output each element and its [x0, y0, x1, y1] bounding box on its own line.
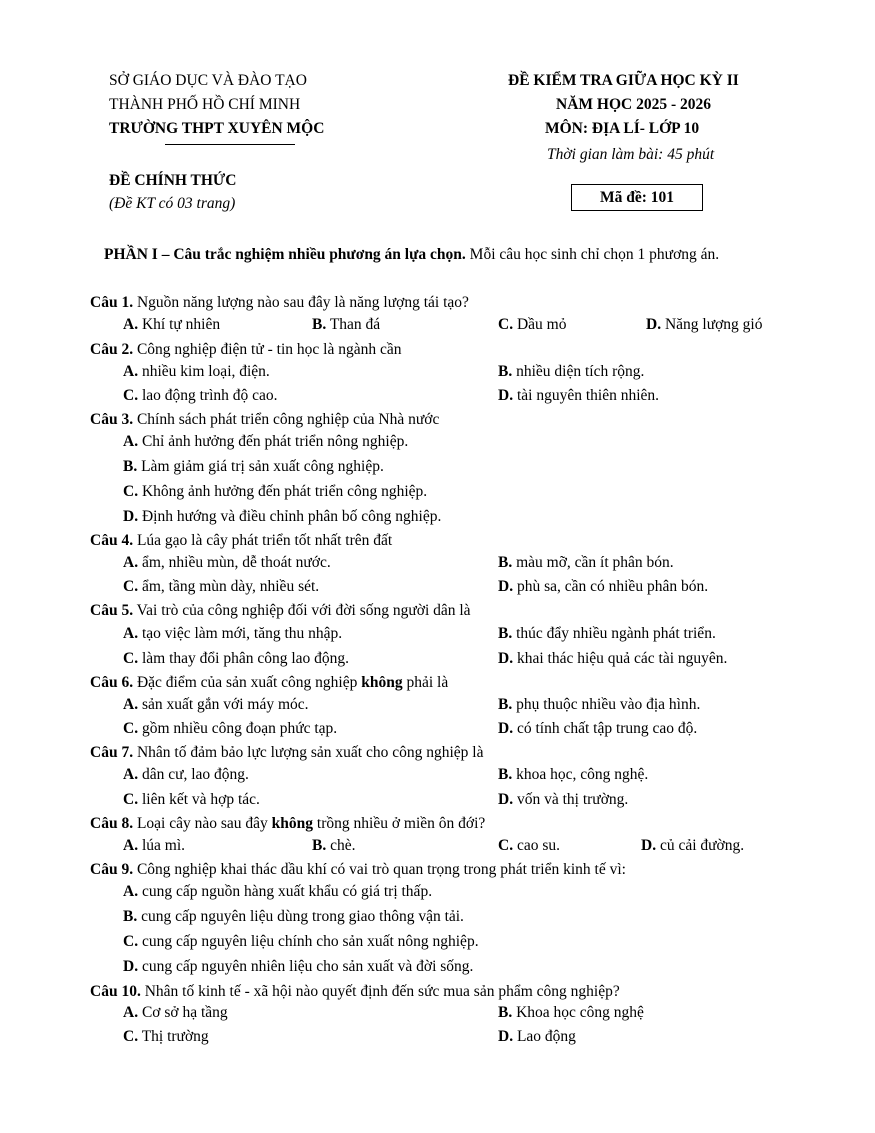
question-label: Câu 2.: [90, 341, 134, 358]
department-line-2: THÀNH PHỐ HỒ CHÍ MINH: [109, 96, 301, 113]
option-letter: B.: [498, 554, 513, 571]
option-d: [123, 507, 441, 527]
option-text: Định hướng và điều chỉnh phân bố công nghiệp.: [141, 508, 442, 525]
option-letter: B.: [123, 908, 138, 925]
option-c: [498, 836, 560, 856]
question-10: [90, 982, 620, 1002]
option-letter: D.: [498, 1028, 514, 1045]
option-c: [123, 482, 427, 502]
option-b: [123, 457, 384, 477]
question-text: Nhân tố đảm bảo lực lượng sản xuất cho công nghiệp là: [133, 744, 484, 761]
option-letter: C.: [123, 578, 139, 595]
question-text: Công nghiệp điện tử - tin học là ngành cần: [133, 341, 402, 358]
option-d: [498, 577, 708, 597]
option-letter: B.: [498, 766, 513, 783]
question-7: [90, 743, 484, 763]
school-year: NĂM HỌC 2025 - 2026: [556, 96, 711, 113]
option-letter: A.: [123, 316, 139, 333]
question-text-end: phải là: [402, 674, 449, 691]
option-letter: A.: [123, 363, 139, 380]
option-text: Làm giảm giá trị sản xuất công nghiệp.: [141, 458, 384, 475]
option-text: vốn và thị trường.: [516, 791, 629, 808]
option-letter: C.: [123, 791, 139, 808]
option-text: gồm nhiều công đoạn phức tạp.: [141, 720, 338, 737]
option-d: [646, 315, 763, 335]
option-c: [123, 719, 337, 739]
option-b: [498, 362, 644, 382]
question-label: Câu 7.: [90, 744, 134, 761]
option-text: tạo việc làm mới, tăng thu nhập.: [141, 625, 343, 642]
option-text: Than đá: [329, 316, 381, 333]
option-letter: B.: [498, 696, 513, 713]
pages-note: (Đề KT có 03 trang): [109, 195, 236, 212]
option-a: [123, 362, 270, 382]
option-letter: C.: [498, 316, 514, 333]
option-a: [123, 553, 331, 573]
option-a: [123, 624, 342, 644]
subject-title: MÔN: ĐỊA LÍ- LỚP 10: [545, 120, 700, 137]
time-limit: Thời gian làm bài: 45 phút: [547, 146, 715, 163]
question-emphasis: không: [361, 674, 403, 691]
option-letter: A.: [123, 696, 139, 713]
option-letter: D.: [498, 387, 514, 404]
question-4: [90, 531, 392, 551]
option-a: [123, 432, 408, 452]
option-letter: C.: [123, 650, 139, 667]
option-b: [498, 624, 716, 644]
option-text: cung cấp nguyên liệu dùng trong giao thông vận tải.: [141, 908, 464, 925]
option-letter: A.: [123, 554, 139, 571]
option-d: [498, 719, 697, 739]
option-d: [498, 386, 659, 406]
question-text: Công nghiệp khai thác dầu khí có vai trò quan trọng trong phát triển kinh tế vì:: [133, 861, 626, 878]
option-text: Không ảnh hưởng đến phát triển công nghiệp.: [141, 483, 428, 500]
question-label: Câu 8.: [90, 815, 134, 832]
option-letter: D.: [123, 508, 139, 525]
question-label: Câu 9.: [90, 861, 134, 878]
option-text: liên kết và hợp tác.: [141, 791, 260, 808]
option-a: [123, 765, 249, 785]
option-letter: C.: [123, 1028, 139, 1045]
option-letter: B.: [498, 1004, 513, 1021]
question-emphasis: không: [271, 815, 314, 832]
option-letter: A.: [123, 766, 139, 783]
option-c: [123, 790, 260, 810]
option-text: Cơ sở hạ tầng: [141, 1004, 228, 1021]
option-letter: A.: [123, 883, 139, 900]
option-letter: A.: [123, 837, 139, 854]
question-text: Loại cây nào sau đây: [133, 815, 272, 832]
option-text: cung cấp nguyên liệu chính cho sản xuất nông nghiệp.: [141, 933, 479, 950]
option-text: củ cải đường.: [659, 837, 745, 854]
option-letter: D.: [498, 720, 514, 737]
option-c: [123, 577, 319, 597]
school-name: TRƯỜNG THPT XUYÊN MỘC: [109, 120, 325, 137]
question-9: [90, 860, 626, 880]
option-letter: B.: [312, 316, 327, 333]
option-a: [123, 882, 432, 902]
question-text: Nhân tố kinh tế - xã hội nào quyết định đến sức mua sản phẩm công nghiệp?: [140, 983, 620, 1000]
option-text: ẩm, tầng mùn dày, nhiều sét.: [141, 578, 320, 595]
option-c: [123, 386, 278, 406]
question-6: [90, 673, 448, 693]
question-2: [90, 340, 401, 360]
exam-title: ĐỀ KIỂM TRA GIỮA HỌC KỲ II: [508, 72, 739, 89]
question-1: [90, 293, 469, 313]
option-text: Chỉ ảnh hưởng đến phát triển nông nghiệp.: [141, 433, 409, 450]
option-text: Lao động: [516, 1028, 576, 1045]
option-text: dân cư, lao động.: [141, 766, 249, 783]
header-underline: [165, 144, 295, 145]
question-text: Đặc điểm của sản xuất công nghiệp: [133, 674, 362, 691]
question-label: Câu 1.: [90, 294, 134, 311]
question-label: Câu 3.: [90, 411, 134, 428]
question-3: [90, 410, 439, 430]
option-letter: C.: [123, 387, 139, 404]
option-b: [498, 553, 674, 573]
option-d: [123, 957, 473, 977]
option-b: [498, 695, 700, 715]
option-d: [498, 649, 727, 669]
option-text: có tính chất tập trung cao độ.: [516, 720, 698, 737]
option-letter: B.: [123, 458, 138, 475]
option-c: [123, 932, 479, 952]
option-a: [123, 1003, 228, 1023]
option-letter: A.: [123, 625, 139, 642]
option-c: [123, 649, 349, 669]
question-label: Câu 6.: [90, 674, 134, 691]
option-letter: C.: [498, 837, 514, 854]
option-letter: D.: [123, 958, 139, 975]
question-text: Vai trò của công nghiệp đối với đời sống người dân là: [133, 602, 471, 619]
question-text: Chính sách phát triển công nghiệp của Nhà nước: [133, 411, 440, 428]
option-d: [498, 1027, 576, 1047]
option-text: Thị trường: [141, 1028, 209, 1045]
option-text: làm thay đổi phân công lao động.: [141, 650, 350, 667]
option-text: màu mỡ, cần ít phân bón.: [516, 554, 674, 571]
question-label: Câu 5.: [90, 602, 134, 619]
part-1-heading: [104, 242, 814, 268]
option-a: [123, 315, 220, 335]
option-text: phù sa, cần có nhiều phân bón.: [516, 578, 709, 595]
option-letter: A.: [123, 1004, 139, 1021]
option-text: chè.: [330, 837, 356, 854]
option-letter: D.: [498, 650, 514, 667]
option-text: Dầu mỏ: [516, 316, 567, 333]
option-letter: C.: [123, 483, 139, 500]
option-letter: D.: [641, 837, 657, 854]
option-b: [312, 836, 355, 856]
question-label: Câu 4.: [90, 532, 134, 549]
option-text: Khí tự nhiên: [141, 316, 221, 333]
department-line-1: SỞ GIÁO DỤC VÀ ĐÀO TẠO: [109, 72, 307, 89]
option-letter: D.: [498, 791, 514, 808]
question-text: Lúa gạo là cây phát triển tốt nhất trên đất: [133, 532, 393, 549]
option-b: [312, 315, 380, 335]
option-text: nhiều kim loại, điện.: [141, 363, 270, 380]
option-text: nhiều diện tích rộng.: [516, 363, 645, 380]
option-text: Khoa học công nghệ: [516, 1004, 644, 1021]
option-text: ẩm, nhiều mùn, dễ thoát nước.: [141, 554, 331, 571]
question-8: [90, 814, 485, 834]
option-letter: B.: [498, 625, 513, 642]
option-d: [498, 790, 628, 810]
option-letter: B.: [498, 363, 513, 380]
option-c: [498, 315, 566, 335]
option-d: [641, 836, 744, 856]
option-text: sản xuất gắn với máy móc.: [141, 696, 309, 713]
option-a: [123, 695, 309, 715]
question-text: Nguồn năng lượng nào sau đây là năng lượng tái tạo?: [133, 294, 469, 311]
option-b: [498, 765, 648, 785]
option-text: lúa mì.: [141, 837, 186, 854]
option-text: phụ thuộc nhiều vào địa hình.: [516, 696, 701, 713]
question-5: [90, 601, 471, 621]
option-b: [123, 907, 464, 927]
option-letter: C.: [123, 720, 139, 737]
question-label: Câu 10.: [90, 983, 141, 1000]
option-text: khoa học, công nghệ.: [516, 766, 649, 783]
option-text: cao su.: [516, 837, 560, 854]
option-letter: A.: [123, 433, 139, 450]
option-c: [123, 1027, 209, 1047]
exam-code-box: Mã đề: 101: [571, 184, 703, 211]
option-b: [498, 1003, 644, 1023]
part-1-title: PHẦN I – Câu trắc nghiệm nhiều phương án lựa chọn.: [104, 246, 466, 263]
option-letter: D.: [498, 578, 514, 595]
option-text: cung cấp nguồn hàng xuất khẩu có giá trị thấp.: [141, 883, 433, 900]
option-text: Năng lượng gió: [664, 316, 763, 333]
official-label: ĐỀ CHÍNH THỨC: [109, 172, 237, 189]
option-text: lao động trình độ cao.: [141, 387, 278, 404]
option-text: tài nguyên thiên nhiên.: [516, 387, 660, 404]
option-text: cung cấp nguyên nhiên liệu cho sản xuất và đời sống.: [141, 958, 474, 975]
question-text-end: trồng nhiều ở miền ôn đới?: [313, 815, 486, 832]
option-a: [123, 836, 185, 856]
option-letter: B.: [312, 837, 327, 854]
part-1-instruction: Mỗi câu học sinh chỉ chọn 1 phương án.: [465, 246, 720, 263]
option-text: khai thác hiệu quả các tài nguyên.: [516, 650, 728, 667]
option-text: thúc đẩy nhiều ngành phát triển.: [516, 625, 716, 642]
option-letter: D.: [646, 316, 662, 333]
option-letter: C.: [123, 933, 139, 950]
